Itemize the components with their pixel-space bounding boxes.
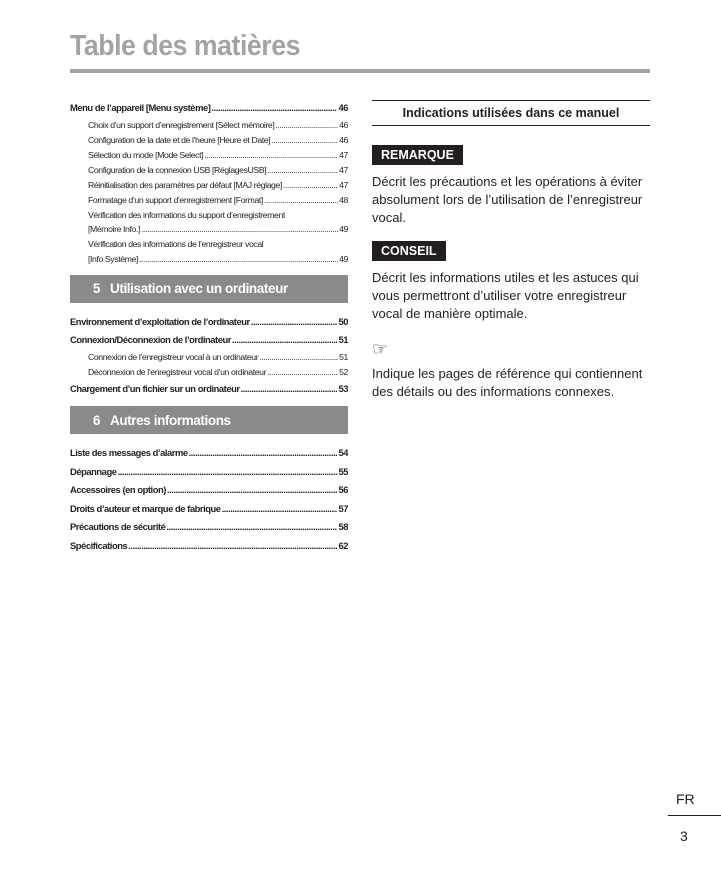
toc-entry-label: Formatage d’un support d’enregistrement [Format] xyxy=(88,194,263,205)
toc-entry[interactable] xyxy=(70,481,348,500)
chapter-title: Autres informations xyxy=(110,412,231,428)
toc-entry-label: Menu de l’appareil [Menu système] xyxy=(70,102,211,113)
toc-entry[interactable] xyxy=(70,518,348,537)
manual-conventions-panel xyxy=(372,100,650,401)
remarque-tag: REMARQUE xyxy=(372,145,463,165)
toc-entry[interactable] xyxy=(70,463,348,482)
toc-page-number: 55 xyxy=(338,465,348,477)
toc-entry-label: Déconnexion de l’enregistreur vocal d’un ordinateur xyxy=(88,366,267,377)
conseil-tag: CONSEIL xyxy=(372,241,446,261)
toc-entry-menu-systeme[interactable] xyxy=(70,99,348,118)
remarque-description: Décrit les précautions et les opérations à éviter absolument lors de l’utilisation de l’enregistreur vocal. xyxy=(372,174,643,225)
toc-page-number: 49 xyxy=(339,224,348,234)
toc-page-number: 62 xyxy=(338,539,348,551)
toc-entry-label: Configuration de la date et de l’heure [Heure et Date] xyxy=(88,134,271,145)
toc-entry-label: Chargement d’un fichier sur un ordinateur xyxy=(70,382,240,394)
toc-subentry[interactable] xyxy=(88,118,348,133)
chapter-header-6[interactable] xyxy=(70,406,348,434)
pointing-hand-icon: ☞ xyxy=(372,339,389,359)
toc-page-number: 51 xyxy=(339,351,348,362)
page-title: Table des matières xyxy=(70,30,300,62)
chapter-number: 6 xyxy=(92,412,100,428)
toc-page-number: 56 xyxy=(338,484,348,495)
toc-entry[interactable] xyxy=(70,500,348,519)
chapter-title: Utilisation avec un ordinateur xyxy=(110,281,288,296)
toc-page-number: 58 xyxy=(338,521,348,532)
title-rule xyxy=(70,69,650,73)
toc-page-number: 46 xyxy=(339,134,348,145)
conseil-description: Décrit les informations utiles et les astuces qui vous permettront d’utiliser votre enregistreur vocal de manière optimale. xyxy=(372,270,639,321)
toc-page-number: 47 xyxy=(339,149,348,160)
toc-subentry[interactable] xyxy=(88,178,348,193)
toc-entry-label-cont: [Info Système] xyxy=(88,253,138,264)
toc-entry-label: Configuration de la connexion USB [RéglagesUSB] xyxy=(88,164,267,175)
toc-page-number: 47 xyxy=(339,179,348,190)
toc-page-number: 54 xyxy=(338,447,348,458)
toc-entry[interactable] xyxy=(70,380,348,399)
toc-entry-label: Connexion de l’enregistreur vocal à un ordinateur xyxy=(88,351,259,362)
toc-entry-label: Choix d’un support d’enregistrement [Sélect mémoire] xyxy=(88,119,275,130)
toc-subentry[interactable] xyxy=(88,163,348,178)
toc-page-number: 53 xyxy=(338,382,348,394)
toc-page-number: 50 xyxy=(338,315,348,327)
chapter-header-5[interactable] xyxy=(70,275,348,303)
toc-entry-label: Vérification des informations de l’enregistreur vocal xyxy=(88,239,264,249)
toc-entry-label: Précautions de sécurité xyxy=(70,521,166,532)
toc-subentry-info-systeme[interactable] xyxy=(88,237,348,267)
toc-entry-label-cont: [Mémoire Info.] xyxy=(88,224,140,234)
chapter-number: 5 xyxy=(92,281,100,296)
toc-entry-label: Environnement d’exploitation de l’ordinateur xyxy=(70,315,250,327)
toc-entry[interactable] xyxy=(70,331,348,350)
toc-entry[interactable] xyxy=(70,313,348,332)
toc-page-number: 52 xyxy=(339,366,348,377)
toc-entry-label: Accessoires (en option) xyxy=(70,484,166,495)
toc-entry-label: Dépannage xyxy=(70,465,117,477)
toc-entry-label: Vérification des informations du support d’enregistrement xyxy=(88,209,285,220)
toc-subentry[interactable] xyxy=(88,148,348,163)
toc-page-number: 57 xyxy=(338,502,348,514)
table-of-contents xyxy=(70,99,348,555)
toc-page-number: 46 xyxy=(338,102,348,113)
toc-page-number: 47 xyxy=(339,164,348,175)
toc-page-number: 49 xyxy=(339,253,348,264)
toc-entry-label: Sélection du mode [Mode Select] xyxy=(88,149,204,160)
toc-entry-label: Connexion/Déconnexion de l’ordinateur xyxy=(70,334,231,345)
conventions-heading: Indications utilisées dans ce manuel xyxy=(372,100,650,126)
language-indicator: FR xyxy=(676,791,695,807)
toc-entry-label: Réinitialisation des paramètres par défaut [MAJ réglage] xyxy=(88,179,282,190)
toc-page-number: 46 xyxy=(339,119,348,130)
footer-rule xyxy=(668,815,721,816)
toc-page-number: 48 xyxy=(339,194,348,205)
toc-subentry[interactable] xyxy=(88,193,348,208)
toc-subentry[interactable] xyxy=(88,365,348,380)
toc-entry-label: Droits d’auteur et marque de fabrique xyxy=(70,502,221,514)
toc-subentry-memoire-info[interactable] xyxy=(88,208,348,238)
toc-entry[interactable] xyxy=(70,444,348,463)
toc-subentry[interactable] xyxy=(88,133,348,148)
page-number: 3 xyxy=(680,828,688,844)
reference-description: Indique les pages de référence qui contiennent des détails ou des informations connexes. xyxy=(372,366,643,399)
toc-page-number: 51 xyxy=(338,334,348,345)
toc-entry-label: Liste des messages d’alarme xyxy=(70,447,188,458)
toc-entry-label: Spécifications xyxy=(70,539,128,551)
toc-subentry[interactable] xyxy=(88,350,348,365)
toc-entry[interactable] xyxy=(70,537,348,556)
